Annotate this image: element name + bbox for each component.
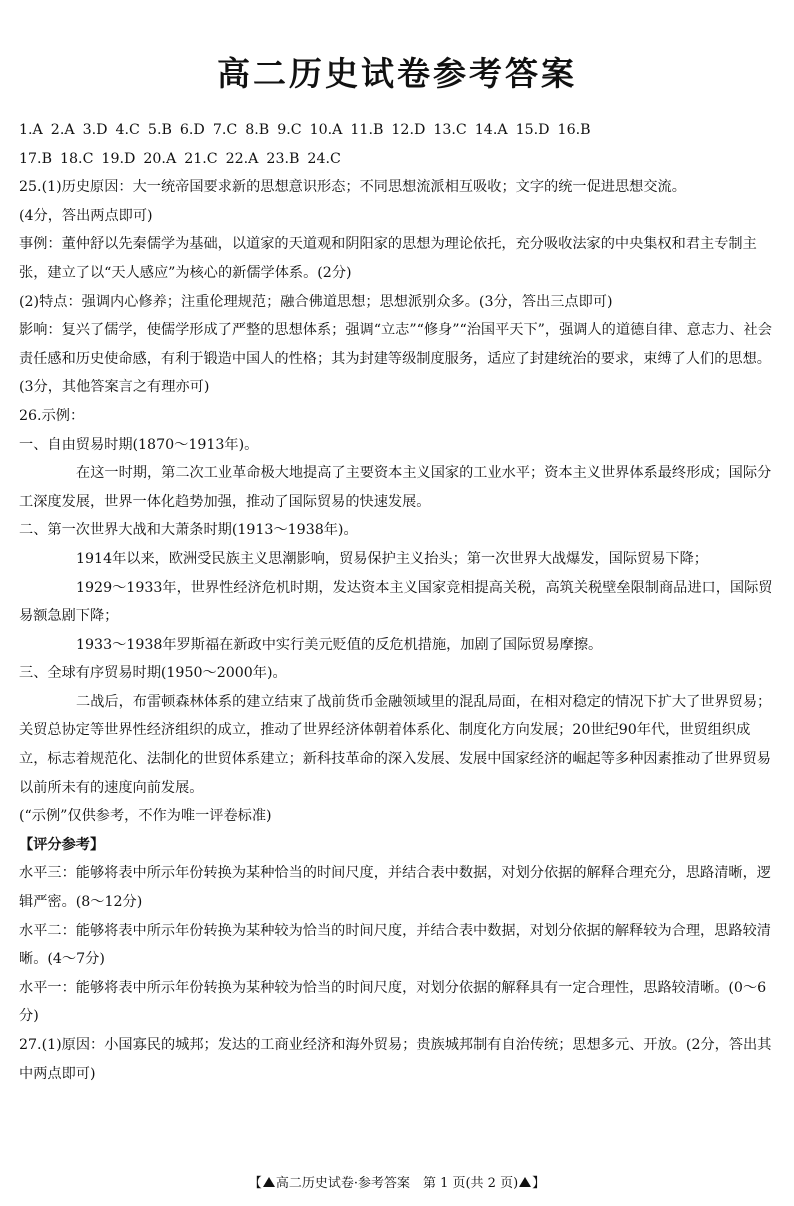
answer-body: [19, 116, 777, 1088]
q26-section-heading: 二、第一次世界大战和大萧条时期(1913～1938年)。: [19, 522, 358, 539]
q26-section-heading: 一、自由贸易时期(1870～1913年)。: [19, 436, 259, 453]
mc-answer: 23.B: [266, 150, 300, 167]
mc-answer: 24.C: [307, 150, 341, 167]
page-footer: [0, 1172, 794, 1191]
mc-answer: 22.A: [225, 150, 259, 167]
q25-paragraph: (2)特点：强调内心修养；注重伦理规范；融合佛道思想；思想派别众多。(3分，答出三点即可): [19, 293, 613, 310]
mc-answer: 9.C: [277, 122, 302, 138]
q26-paragraph: 26.示例：: [19, 407, 85, 424]
scoring-level-1: 水平一：能够将表中所示年份转换为某种较为恰当的时间尺度，对划分依据的解释具有一定合理性，思路较清晰。(0～6分): [19, 979, 767, 1025]
page-title: 高二历史试卷参考答案: [217, 54, 577, 93]
triangle-icon: [519, 1177, 531, 1187]
mc-answer: 10.A: [309, 122, 343, 138]
mc-answers-row-1: [19, 116, 777, 145]
mc-answer: 18.C: [60, 150, 94, 167]
mc-answer: 16.B: [557, 122, 591, 138]
scoring-level-2: 水平二：能够将表中所示年份转换为某种较为恰当的时间尺度，并结合表中数据，对划分依据的解释较为合理，思路较清晰。(4～7分): [19, 922, 771, 968]
mc-answer: 5.B: [147, 122, 172, 138]
q25-paragraph: 事例：董仲舒以先秦儒学为基础，以道家的天道观和阴阳家的思想为理论依托，充分吸收法家的中央集权和君主专制主张，建立了以“天人感应”为核心的新儒学体系。(2分): [19, 236, 757, 281]
mc-answer: 4.C: [115, 122, 140, 138]
q26-paragraph: 1933～1938年罗斯福在新政中实行美元贬值的反危机措施，加剧了国际贸易摩擦。: [76, 636, 603, 653]
q25-paragraph: 25.(1)历史原因：大一统帝国要求新的思想意识形态；不同思想流派相互吸收；文字的统一促进思想交流。: [19, 179, 686, 196]
scoring-level-3: 水平三：能够将表中所示年份转换为某种恰当的时间尺度，并结合表中数据，对划分依据的解释合理充分，思路清晰，逻辑严密。(8～12分): [19, 865, 771, 911]
q26-section-heading: 三、全球有序贸易时期(1950～2000年)。: [19, 665, 287, 682]
mc-answer: 21.C: [184, 150, 218, 167]
q26-paragraph: 在这一时期，第二次工业革命极大地提高了主要资本主义国家的工业水平；资本主义世界体系最终形成；国际分工深度发展，世界一体化趋势加强，推动了国际贸易的快速发展。: [19, 465, 772, 510]
mc-answer: 6.D: [179, 122, 205, 138]
q25-paragraph: (4分，答出两点即可): [19, 207, 153, 224]
mc-answer: 20.A: [143, 150, 177, 167]
q26-paragraph: 1914年以来，欧洲受民族主义思潮影响，贸易保护主义抬头；第一次世界大战爆发，国际贸易下降；: [76, 550, 708, 567]
footer-bracket-open: 【: [248, 1176, 262, 1191]
mc-answer: 13.C: [433, 122, 467, 138]
mc-answer: 19.D: [101, 150, 136, 167]
q26-paragraph: 1929～1933年，世界性经济危机时期，发达资本主义国家竞相提高关税，高筑关税壁垒限制商品进口，国际贸易额急剧下降；: [19, 579, 773, 625]
q25-paragraph: 影响：复兴了儒学，使儒学形成了严整的思想体系；强调“立志”“修身”“治国平天下”，强调人的道德自律、意志力、社会责任感和历史使命感，有利于锻造中国人的性格；其为封建等级制度服务，适应了封建统治的要求，束缚了人们的思想。(3分，其他答案言之有理亦可): [19, 322, 772, 396]
mc-answer: 15.D: [515, 122, 550, 138]
q26-paragraph: 二战后，布雷顿森林体系的建立结束了战前货币金融领域里的混乱局面，在相对稳定的情况下扩大了世界贸易；关贸总协定等世界性经济组织的成立，推动了世界经济体朝着体系化、制度化方向发展；20世纪90年代，世贸组织成立，标志着规范化、法制化的世贸体系建立；新科技革命的深入发展、发展中国家经济的崛起等多种因素推动了世界贸易以前所未有的速度向前发展。: [19, 693, 772, 796]
mc-answer: 17.B: [19, 150, 52, 167]
footer-text: 高二历史试卷·参考答案 第 1 页(共 2 页): [275, 1176, 519, 1191]
mc-answer: 7.C: [212, 122, 238, 138]
mc-answer: 2.A: [50, 122, 75, 138]
mc-answer: 3.D: [82, 122, 108, 138]
mc-answer: 1.A: [19, 122, 43, 138]
scoring-reference-heading: 【评分参考】: [19, 836, 105, 853]
triangle-icon: [263, 1177, 275, 1187]
mc-answer: 12.D: [391, 122, 426, 138]
mc-answer: 11.B: [350, 122, 384, 138]
q27-paragraph: 27.(1)原因：小国寡民的城邦；发达的工商业经济和海外贸易；贵族城邦制有自治传统；思想多元、开放。(2分，答出其中两点即可): [19, 1037, 772, 1082]
mc-answers-row-2: [19, 145, 777, 174]
mc-answer: 8.B: [245, 122, 270, 138]
footer-bracket-close: 】: [532, 1176, 546, 1191]
q26-note: (“示例”仅供参考，不作为唯一评卷标准): [19, 808, 272, 825]
mc-answer: 14.A: [474, 122, 508, 138]
